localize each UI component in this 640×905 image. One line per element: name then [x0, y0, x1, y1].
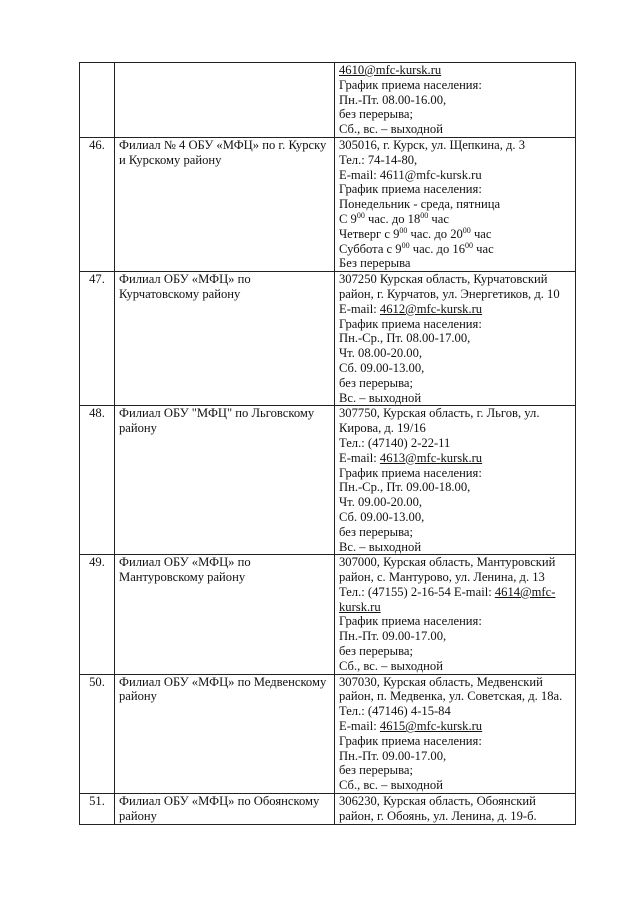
time-text: Суббота с 9 — [339, 241, 402, 256]
info-text: без перерыва; — [339, 107, 413, 122]
info-text: Сб., вс. – выходной — [339, 658, 443, 673]
branch-contact-info — [335, 406, 576, 555]
branch-contact-info — [335, 794, 576, 825]
info-line — [339, 719, 572, 734]
info-line — [339, 794, 572, 824]
info-line — [339, 302, 572, 317]
branch-name — [115, 63, 335, 138]
info-line — [339, 122, 572, 137]
info-text: Пн.-Пт. 09.00-17.00, — [339, 629, 447, 644]
branch-contact-info — [335, 555, 576, 674]
info-line — [339, 376, 572, 391]
info-line — [339, 256, 572, 271]
info-text: 307750, Курская область, г. Льгов, ул. Кирова, д. 19/16 — [339, 406, 540, 436]
table-row — [80, 63, 576, 138]
branch-table — [79, 62, 576, 825]
branch-table-body — [80, 63, 576, 825]
row-number: 47. — [80, 272, 115, 406]
info-text: График приема населения: — [339, 733, 482, 748]
info-text: Тел.: (47140) 2-22-11 — [339, 435, 451, 450]
info-text: 307030, Курская область, Медвенский район, п. Медвенка, ул. Советская, д. 18а. — [339, 674, 563, 704]
info-text: E-mail: 4611@mfc-kursk.ru — [339, 167, 482, 182]
info-text: Пн.-Ср., Пт. 08.00-17.00, — [339, 331, 471, 346]
info-text: Пн.-Пт. 09.00-17.00, — [339, 748, 447, 763]
info-text: 305016, г. Курск, ул. Щепкина, д. 3 — [339, 137, 526, 152]
time-superscript: 00 — [401, 240, 410, 250]
table-row — [80, 406, 576, 555]
branch-contact-info — [335, 63, 576, 138]
info-text: Тел.: (47146) 4-15-84 — [339, 704, 451, 719]
branch-name: Филиал № 4 ОБУ «МФЦ» по г. Курску и Курскому району — [115, 137, 335, 271]
info-line — [339, 510, 572, 525]
info-text: Пн.-Пт. 08.00-16.00, — [339, 92, 447, 107]
info-label: Тел.: (47155) 2-16-54 E-mail: — [339, 584, 495, 599]
branch-name: Филиал ОБУ «МФЦ» по Медвенскому району — [115, 674, 335, 793]
info-line — [339, 525, 572, 540]
info-line — [339, 93, 572, 108]
info-text: График приема населения: — [339, 77, 482, 92]
branch-name: Филиал ОБУ "МФЦ" по Льговскому району — [115, 406, 335, 555]
time-superscript: 00 — [420, 210, 429, 220]
info-text: Сб., вс. – выходной — [339, 122, 443, 137]
info-line — [339, 778, 572, 793]
info-line — [339, 391, 572, 406]
time-text: час. до 18 — [364, 211, 421, 226]
info-line — [339, 227, 572, 242]
info-line — [339, 78, 572, 93]
info-line — [339, 540, 572, 555]
info-line — [339, 272, 572, 302]
time-text: час. до 16 — [409, 241, 465, 256]
info-text: 307000, Курская область, Мантуровский район, с. Мантурово, ул. Ленина, д. 13 — [339, 555, 556, 585]
info-line — [339, 107, 572, 122]
info-line — [339, 63, 572, 78]
info-line — [339, 182, 572, 197]
info-line — [339, 317, 572, 332]
info-line — [339, 629, 572, 644]
info-line — [339, 406, 572, 436]
branch-name: Филиал ОБУ «МФЦ» по Курчатовскому району — [115, 272, 335, 406]
info-text: без перерыва; — [339, 644, 413, 659]
info-line — [339, 614, 572, 629]
info-text: Сб. 09.00-13.00, — [339, 509, 425, 524]
time-text: час — [428, 211, 449, 226]
email-link[interactable]: 4610@mfc-kursk.ru — [339, 63, 442, 77]
table-row — [80, 674, 576, 793]
info-label: E-mail: — [339, 301, 380, 316]
time-superscript: 00 — [399, 225, 408, 235]
info-line — [339, 168, 572, 183]
info-label: E-mail: — [339, 719, 380, 734]
email-link[interactable]: 4614@mfc-kursk.ru — [339, 584, 556, 614]
info-line — [339, 659, 572, 674]
time-text: час — [473, 241, 494, 256]
branch-name: Филиал ОБУ «МФЦ» по Мантуровскому району — [115, 555, 335, 674]
info-line — [339, 361, 572, 376]
info-text: График приема населения: — [339, 465, 482, 480]
email-link[interactable]: 4615@mfc-kursk.ru — [379, 719, 483, 734]
email-link[interactable]: 4612@mfc-kursk.ru — [379, 301, 483, 316]
info-text: Пн.-Ср., Пт. 09.00-18.00, — [339, 480, 471, 495]
info-line — [339, 495, 572, 510]
branch-contact-info — [335, 674, 576, 793]
info-text: График приема населения: — [339, 614, 482, 629]
row-number: 46. — [80, 137, 115, 271]
info-line — [339, 451, 572, 466]
time-text: час — [470, 226, 492, 241]
info-text: без перерыва; — [339, 524, 413, 539]
info-line — [339, 466, 572, 481]
info-text: График приема населения: — [339, 316, 482, 331]
table-row — [80, 272, 576, 406]
info-text: Без перерыва — [339, 256, 411, 271]
table-row — [80, 555, 576, 674]
info-text: Чт. 09.00-20.00, — [339, 495, 423, 510]
time-text: С 9 — [339, 211, 357, 226]
info-label: E-mail: — [339, 450, 380, 465]
info-text: Вс. – выходной — [339, 539, 422, 554]
info-text: Сб. 09.00-13.00, — [339, 360, 425, 375]
branch-contact-info — [335, 272, 576, 406]
time-text: Четверг с 9 — [339, 226, 400, 241]
info-line — [339, 197, 572, 212]
time-text: час. до 20 — [407, 226, 463, 241]
info-line — [339, 331, 572, 346]
info-text: Вс. – выходной — [339, 390, 422, 405]
info-text: Тел.: 74-14-80, — [339, 152, 418, 167]
row-number: 49. — [80, 555, 115, 674]
info-line — [339, 242, 572, 257]
info-line — [339, 749, 572, 764]
info-text: Сб., вс. – выходной — [339, 778, 443, 793]
row-number — [80, 63, 115, 138]
row-number: 50. — [80, 674, 115, 793]
table-row — [80, 794, 576, 825]
time-superscript: 00 — [462, 225, 471, 235]
info-line — [339, 704, 572, 719]
info-text: График приема населения: — [339, 182, 482, 197]
row-number: 48. — [80, 406, 115, 555]
info-line — [339, 585, 572, 615]
info-text: Чт. 08.00-20.00, — [339, 346, 423, 361]
row-number: 51. — [80, 794, 115, 825]
info-text: без перерыва; — [339, 763, 413, 778]
branch-name: Филиал ОБУ «МФЦ» по Обоянскому району — [115, 794, 335, 825]
info-text: без перерыва; — [339, 375, 413, 390]
info-text: Понедельник - среда, пятница — [339, 197, 501, 212]
info-line — [339, 555, 572, 585]
info-line — [339, 644, 572, 659]
info-line — [339, 763, 572, 778]
info-text: 307250 Курская область, Курчатовский район, г. Курчатов, ул. Энергетиков, д. 10 — [339, 272, 560, 301]
info-line — [339, 734, 572, 749]
info-line — [339, 138, 572, 153]
branch-contact-info — [335, 137, 576, 271]
info-line — [339, 675, 572, 705]
email-link[interactable]: 4613@mfc-kursk.ru — [379, 450, 483, 465]
table-row — [80, 137, 576, 271]
info-line — [339, 346, 572, 361]
info-line — [339, 153, 572, 168]
branch-table-container — [79, 62, 572, 825]
info-line — [339, 480, 572, 495]
time-superscript: 00 — [465, 240, 473, 250]
info-line — [339, 212, 572, 227]
time-superscript: 00 — [356, 210, 365, 220]
info-line — [339, 436, 572, 451]
info-text: 306230, Курская область, Обоянский район, г. Обоянь, ул. Ленина, д. 19-б. — [339, 794, 537, 823]
